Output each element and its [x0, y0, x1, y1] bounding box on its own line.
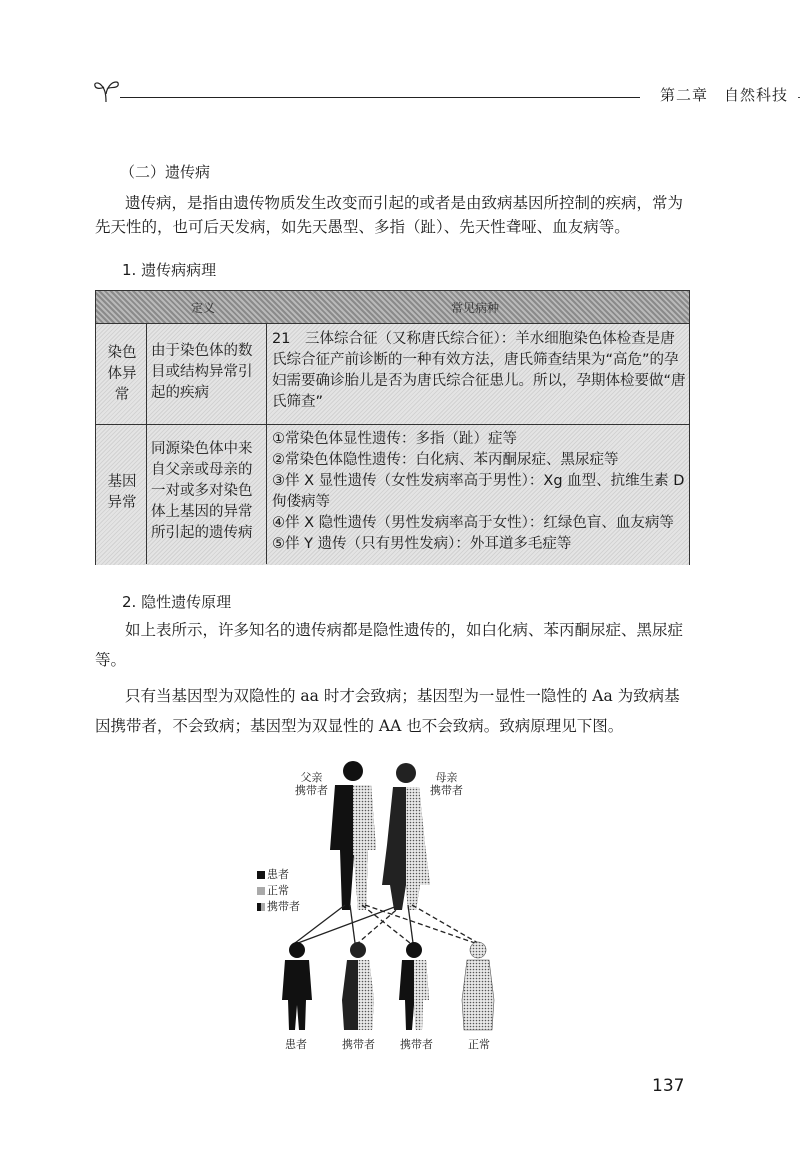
column-divider: [266, 324, 267, 564]
list-item: ②常染色体隐性遗传：白化病、苯丙酮尿症、黑尿症等: [272, 452, 619, 468]
child-label-carrier: 携带者: [400, 1038, 433, 1051]
legend-swatch: [257, 903, 265, 911]
row-definition: 由于染色体的数目或结构异常引起的疾病: [151, 343, 253, 401]
row-definition: 同源染色体中来自父亲或母亲的一对或多对染色体上基因的异常所引起的遗传病: [151, 441, 253, 541]
child-affected: [282, 942, 312, 1030]
row-category: 染色体异常: [107, 345, 137, 403]
row-category: 基因异常: [107, 474, 137, 511]
child-carrier-2: [399, 942, 429, 1030]
row-examples-list: [272, 429, 686, 555]
father-figure: [330, 761, 376, 910]
mother-figure: [382, 763, 430, 910]
header-rule: [120, 97, 640, 98]
subsection-title-pathology: 1. 遗传病病理: [122, 261, 217, 279]
inheritance-figure: [250, 755, 530, 1055]
page-header: [92, 70, 789, 110]
legend-swatch: [257, 887, 265, 895]
list-item: ④伴 X 隐性遗传（男性发病率高于女性）：红绿色盲、血友病等: [272, 515, 674, 531]
genetic-disease-table: [95, 290, 690, 565]
list-item: ①常染色体显性遗传：多指（趾）症等: [272, 431, 517, 447]
row-divider: [96, 424, 689, 425]
child-label-normal: 正常: [468, 1038, 490, 1051]
figure-legend: [257, 867, 300, 915]
legend-item: 携带者: [257, 899, 300, 915]
recessive-paragraph-1: 如上表所示，许多知名的遗传病都是隐性遗传的，如白化病、苯丙酮尿症、黑尿症等。: [95, 621, 684, 669]
legend-item: 正常: [257, 883, 300, 899]
table-header: [96, 291, 689, 324]
page-number: 137: [652, 1076, 685, 1096]
section-title: （二）遗传病: [120, 163, 211, 181]
list-item: ⑤伴 Y 遗传（只有男性发病）：外耳道多毛症等: [272, 536, 572, 552]
intro-paragraph: 遗传病，是指由遗传物质发生改变而引起的或者是由致病基因所控制的疾病，常为先天性的，也可后天发病，如先天愚型、多指（趾）、先天性聋哑、血友病等。: [95, 194, 684, 236]
father-label: 父亲 携带者: [295, 771, 328, 797]
list-item: ③伴 X 显性遗传（女性发病率高于男性）：Xg 血型、抗维生素 D 佝偻病等: [272, 473, 685, 510]
child-carrier-1: [342, 942, 374, 1030]
legend-swatch: [257, 871, 265, 879]
column-divider: [146, 324, 147, 564]
subsection-title-recessive: 2. 隐性遗传原理: [122, 593, 232, 611]
child-normal: [462, 942, 494, 1030]
recessive-paragraph-2: 只有当基因型为双隐性的 aa 时才会致病；基因型为一显性一隐性的 Aa 为致病基因携带者，不会致病；基因型为双显性的 AA 也不会致病。致病原理见下图。: [95, 687, 680, 735]
chapter-title: 第二章 自然科技: [660, 86, 789, 104]
mother-label: 母亲 携带者: [430, 771, 463, 797]
child-label-affected: 患者: [285, 1038, 307, 1051]
inheritance-lines: [295, 905, 478, 943]
header-definition: 定义: [191, 301, 216, 315]
header-examples: 常见病种: [451, 301, 500, 315]
row-examples: 21 三体综合征（又称唐氏综合征）：羊水细胞染色体检查是唐氏综合征产前诊断的一种有效方法，唐氏筛查结果为“高危”的孕妇需要确诊胎儿是否为唐氏综合征患儿。所以，孕期体检要做“唐氏筛查”: [272, 331, 686, 410]
legend-item: 患者: [257, 867, 300, 883]
sprout-icon: [92, 74, 122, 104]
child-label-carrier: 携带者: [342, 1038, 375, 1051]
